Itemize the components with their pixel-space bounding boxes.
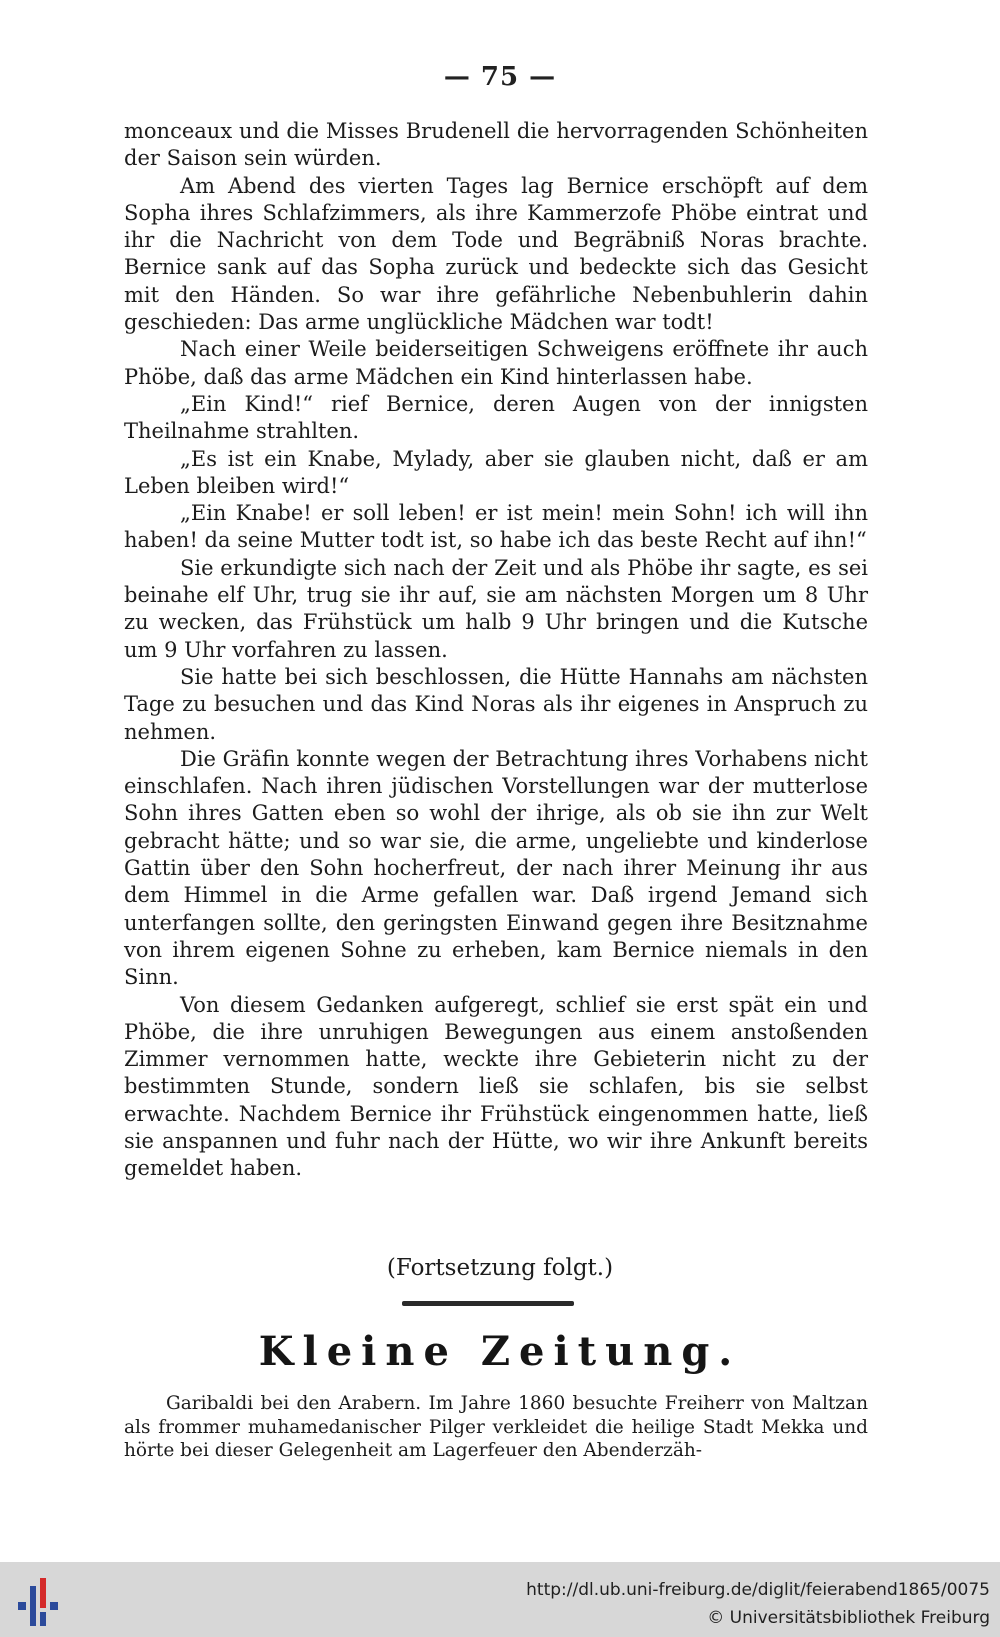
news-item	[124, 1392, 868, 1463]
article-paragraph: „Es ist ein Knabe, Mylady, aber sie glauben nicht, daß er am Leben bleiben wird!“	[124, 446, 868, 498]
continuation-note: (Fortsetzung folgt.)	[386, 1255, 614, 1281]
article-paragraph: Sie erkundigte sich nach der Zeit und als Phöbe ihr sagte, es sei beinahe elf Uhr, trug sie ihr auf, sie am nächsten Morgen um 8 Uhr zu wecken, das Frühstück um halb 9 Uhr bringen und die Kutsche um 9 Uhr vorfahren zu lassen.	[124, 555, 868, 662]
article-paragraph: Am Abend des vierten Tages lag Bernice erschöpft auf dem Sopha ihres Schlafzimmers, als ihre Kammerzofe Phöbe eintrat und ihr die Nachricht von dem Tode und Begräbniß Noras brachte. Bernice sank auf das Sopha zurück und bedeckte sich das Gesicht mit den Händen. So war ihre gefährliche Nebenbuhlerin dahin geschieden: Das arme unglückliche Mädchen war todt!	[124, 173, 868, 335]
article-paragraph: Sie hatte bei sich beschlossen, die Hütte Hannahs am nächsten Tage zu besuchen und das Kind Noras als ihr eigenes in Anspruch zu nehmen.	[124, 664, 868, 744]
article-paragraph: „Ein Kind!“ rief Bernice, deren Augen von der innigsten Theilnahme strahlten.	[124, 391, 868, 444]
footer-bar	[0, 1562, 1000, 1637]
permalink-url[interactable]: http://dl.ub.uni-freiburg.de/diglit/feierabend1865/0075	[526, 1580, 990, 1600]
section-divider	[402, 1301, 574, 1306]
article-body	[124, 118, 868, 1183]
ub-freiburg-logo-icon	[14, 1572, 66, 1630]
page-number: — 75 —	[443, 62, 557, 92]
article-paragraph: monceaux und die Misses Brudenell die hervorragenden Schönheiten der Saison sein würden.	[124, 119, 868, 171]
article-paragraph: Die Gräfin konnte wegen der Betrachtung ihres Vorhabens nicht einschlafen. Nach ihren jüdischen Vorstellungen war der mutterlose Sohn ihres Gatten eben so wohl der ihrige, als ob sie ihn zur Welt gebracht hätte; und so war sie, die arme, ungeliebte und kinderlose Gattin über den Sohn hocherfreut, der nach ihrer Meinung ihr aus dem Himmel in die Arme gefallen war. Daß irgend Jemand sich unterfangen sollte, den geringsten Einwand gegen ihre Besitznahme von ihrem eigenen Sohne zu erheben, kam Bernice niemals in den Sinn.	[124, 746, 868, 990]
article-paragraph: Von diesem Gedanken aufgeregt, schlief sie erst spät ein und Phöbe, die ihre unruhigen Bewegungen aus einem anstoßenden Zimmer vernommen hatte, weckte ihre Gebieterin nicht zu der bestimmten Stunde, sondern ließ sie schlafen, bis sie selbst erwachte. Nachdem Bernice ihr Frühstück eingenommen hatte, ließ sie anspannen und fuhr nach der Hütte, wo wir ihre Ankunft bereits gemeldet haben.	[124, 992, 868, 1181]
article-paragraph: „Ein Knabe! er soll leben! er ist mein! mein Sohn! ich will ihn haben! da seine Mutter todt ist, so habe ich das beste Recht auf ihn!“	[124, 501, 868, 553]
article-paragraph: Nach einer Weile beiderseitigen Schweigens eröffnete ihr auch Phöbe, daß das arme Mädchen ein Kind hinterlassen habe.	[124, 337, 868, 389]
news-paragraph: Garibaldi bei den Arabern. Im Jahre 1860 besuchte Freiherr von Maltzan als frommer muhamedanischer Pilger verkleidet die heilige Stadt Mekka und hörte bei dieser Gelegenheit am Lagerfeuer den Abenderzäh-	[124, 1393, 868, 1461]
copyright-text: © Universitätsbibliothek Freiburg	[707, 1608, 990, 1628]
section-heading: Kleine Zeitung.	[258, 1328, 742, 1375]
